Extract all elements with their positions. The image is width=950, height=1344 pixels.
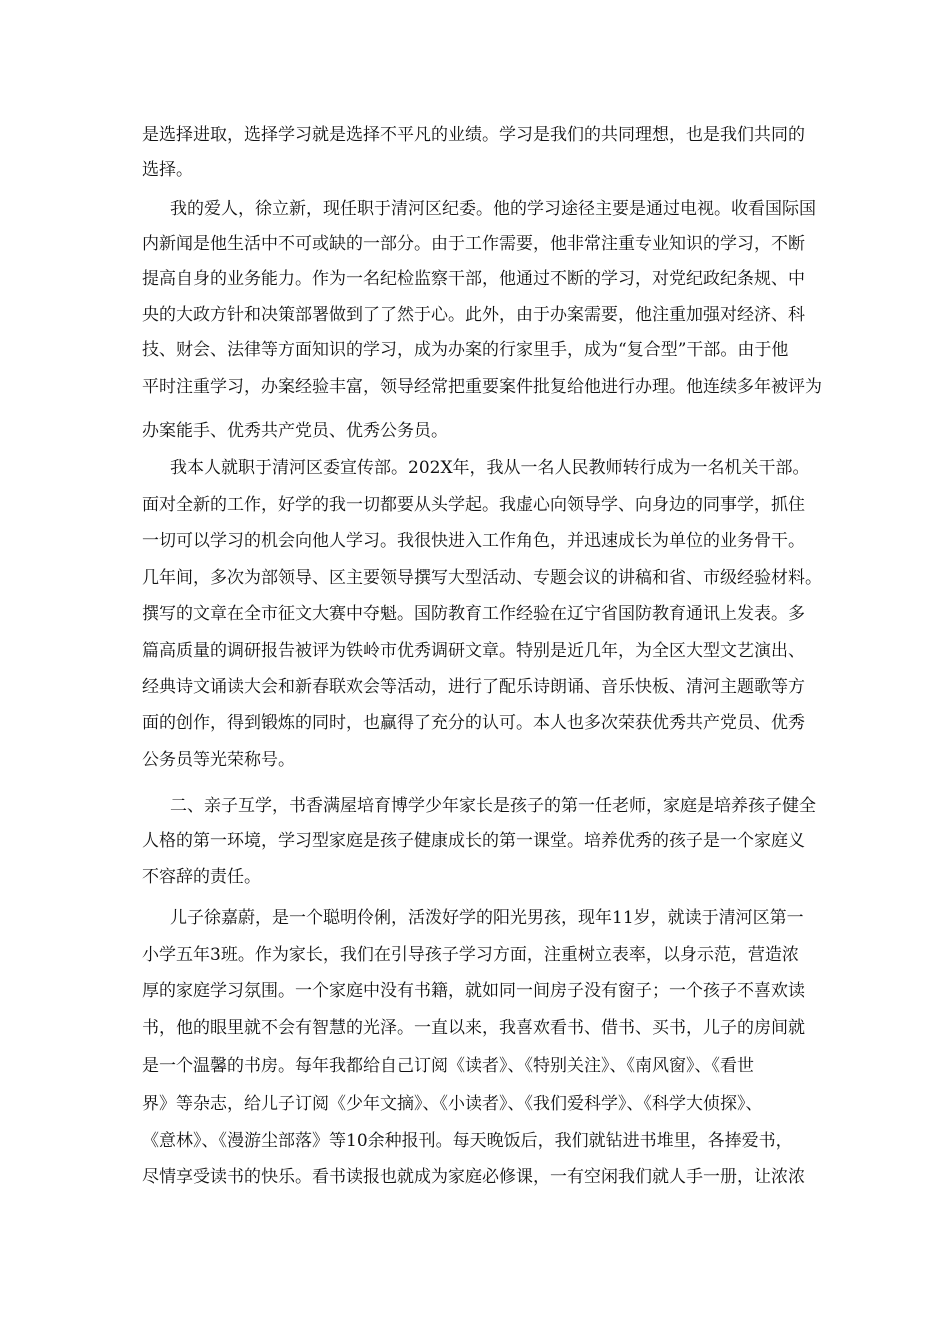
text-line: 界》等杂志，给儿子订阅《少年文摘》、《小读者》、《我们爱科学》、《科学大侦探》、	[142, 1094, 763, 1114]
text-line: 平时注重学习，办案经验丰富，领导经常把重要案件批复给他进行办理。他连续多年被评为	[142, 377, 822, 397]
section-heading-line: 二、亲子互学，书香满屋培育博学少年家长是孩子的第一任老师，家庭是培养孩子健全	[170, 796, 816, 816]
text-line: 几年间，多次为部领导、区主要领导撰写大型活动、专题会议的讲稿和省、市级经验材料。	[142, 568, 822, 588]
text-line: 尽情享受读书的快乐。看书读报也就成为家庭必修课，一有空闲我们就人手一册，让浓浓	[142, 1167, 805, 1187]
text-line: 篇高质量的调研报告被评为铁岭市优秀调研文章。特别是近几年，为全区大型文艺演出、	[142, 641, 805, 661]
text-line: 小学五年3班。作为家长，我们在引导孩子学习方面，注重树立表率，以身示范，营造浓	[142, 945, 799, 965]
paragraph-start-line: 我的爱人，徐立新，现任职于清河区纪委。他的学习途径主要是通过电视。收看国际国	[170, 199, 816, 219]
text-line: 经典诗文诵读大会和新春联欢会等活动，进行了配乐诗朗诵、音乐快板、清河主题歌等方	[142, 677, 805, 697]
text-line: 面的创作，得到锻炼的同时，也赢得了充分的认可。本人也多次荣获优秀共产党员、优秀	[142, 713, 805, 733]
text-line: 选择。	[142, 160, 193, 180]
text-line: 办案能手、优秀共产党员、优秀公务员。	[142, 421, 448, 441]
text-line: 技、财会、法律等方面知识的学习，成为办案的行家里手，成为“复合型”干部。由于他	[142, 340, 789, 360]
text-line: 央的大政方针和决策部署做到了了然于心。此外，由于办案需要，他注重加强对经济、科	[142, 305, 805, 325]
paragraph-start-line: 儿子徐嘉蔚，是一个聪明伶俐，活泼好学的阳光男孩，现年11岁，就读于清河区第一	[170, 908, 804, 928]
text-line: 内新闻是他生活中不可或缺的一部分。由于工作需要，他非常注重专业知识的学习，不断	[142, 234, 805, 254]
text-line: 是选择进取，选择学习就是选择不平凡的业绩。学习是我们的共同理想，也是我们共同的	[142, 125, 805, 145]
text-line: 是一个温馨的书房。每年我都给自己订阅《读者》、《特别关注》、《南风窗》、《看世	[142, 1056, 754, 1076]
text-line: 面对全新的工作，好学的我一切都要从头学起。我虚心向领导学、向身边的同事学，抓住	[142, 495, 805, 515]
text-line: 提高自身的业务能力。作为一名纪检监察干部，他通过不断的学习，对党纪政纪条规、中	[142, 269, 805, 289]
text-line: 撰写的文章在全市征文大赛中夺魁。国防教育工作经验在辽宁省国防教育通讯上发表。多	[142, 604, 805, 624]
text-line: 厚的家庭学习氛围。一个家庭中没有书籍，就如同一间房子没有窗子；一个孩子不喜欢读	[142, 981, 805, 1001]
text-line: 《意林》、《漫游尘部落》等10余种报刊。每天晚饭后，我们就钻进书堆里，各捧爱书，	[142, 1131, 793, 1151]
text-line: 书，他的眼里就不会有智慧的光泽。一直以来，我喜欢看书、借书、买书，儿子的房间就	[142, 1018, 805, 1038]
text-line: 人格的第一环境，学习型家庭是孩子健康成长的第一课堂。培养优秀的孩子是一个家庭义	[142, 831, 805, 851]
paragraph-start-line: 我本人就职于清河区委宣传部。202X年，我从一名人民教师转行成为一名机关干部。	[170, 458, 810, 478]
text-line: 一切可以学习的机会向他人学习。我很快进入工作角色，并迅速成长为单位的业务骨干。	[142, 531, 805, 551]
text-line: 不容辞的责任。	[142, 867, 261, 887]
text-line: 公务员等光荣称号。	[142, 750, 295, 770]
